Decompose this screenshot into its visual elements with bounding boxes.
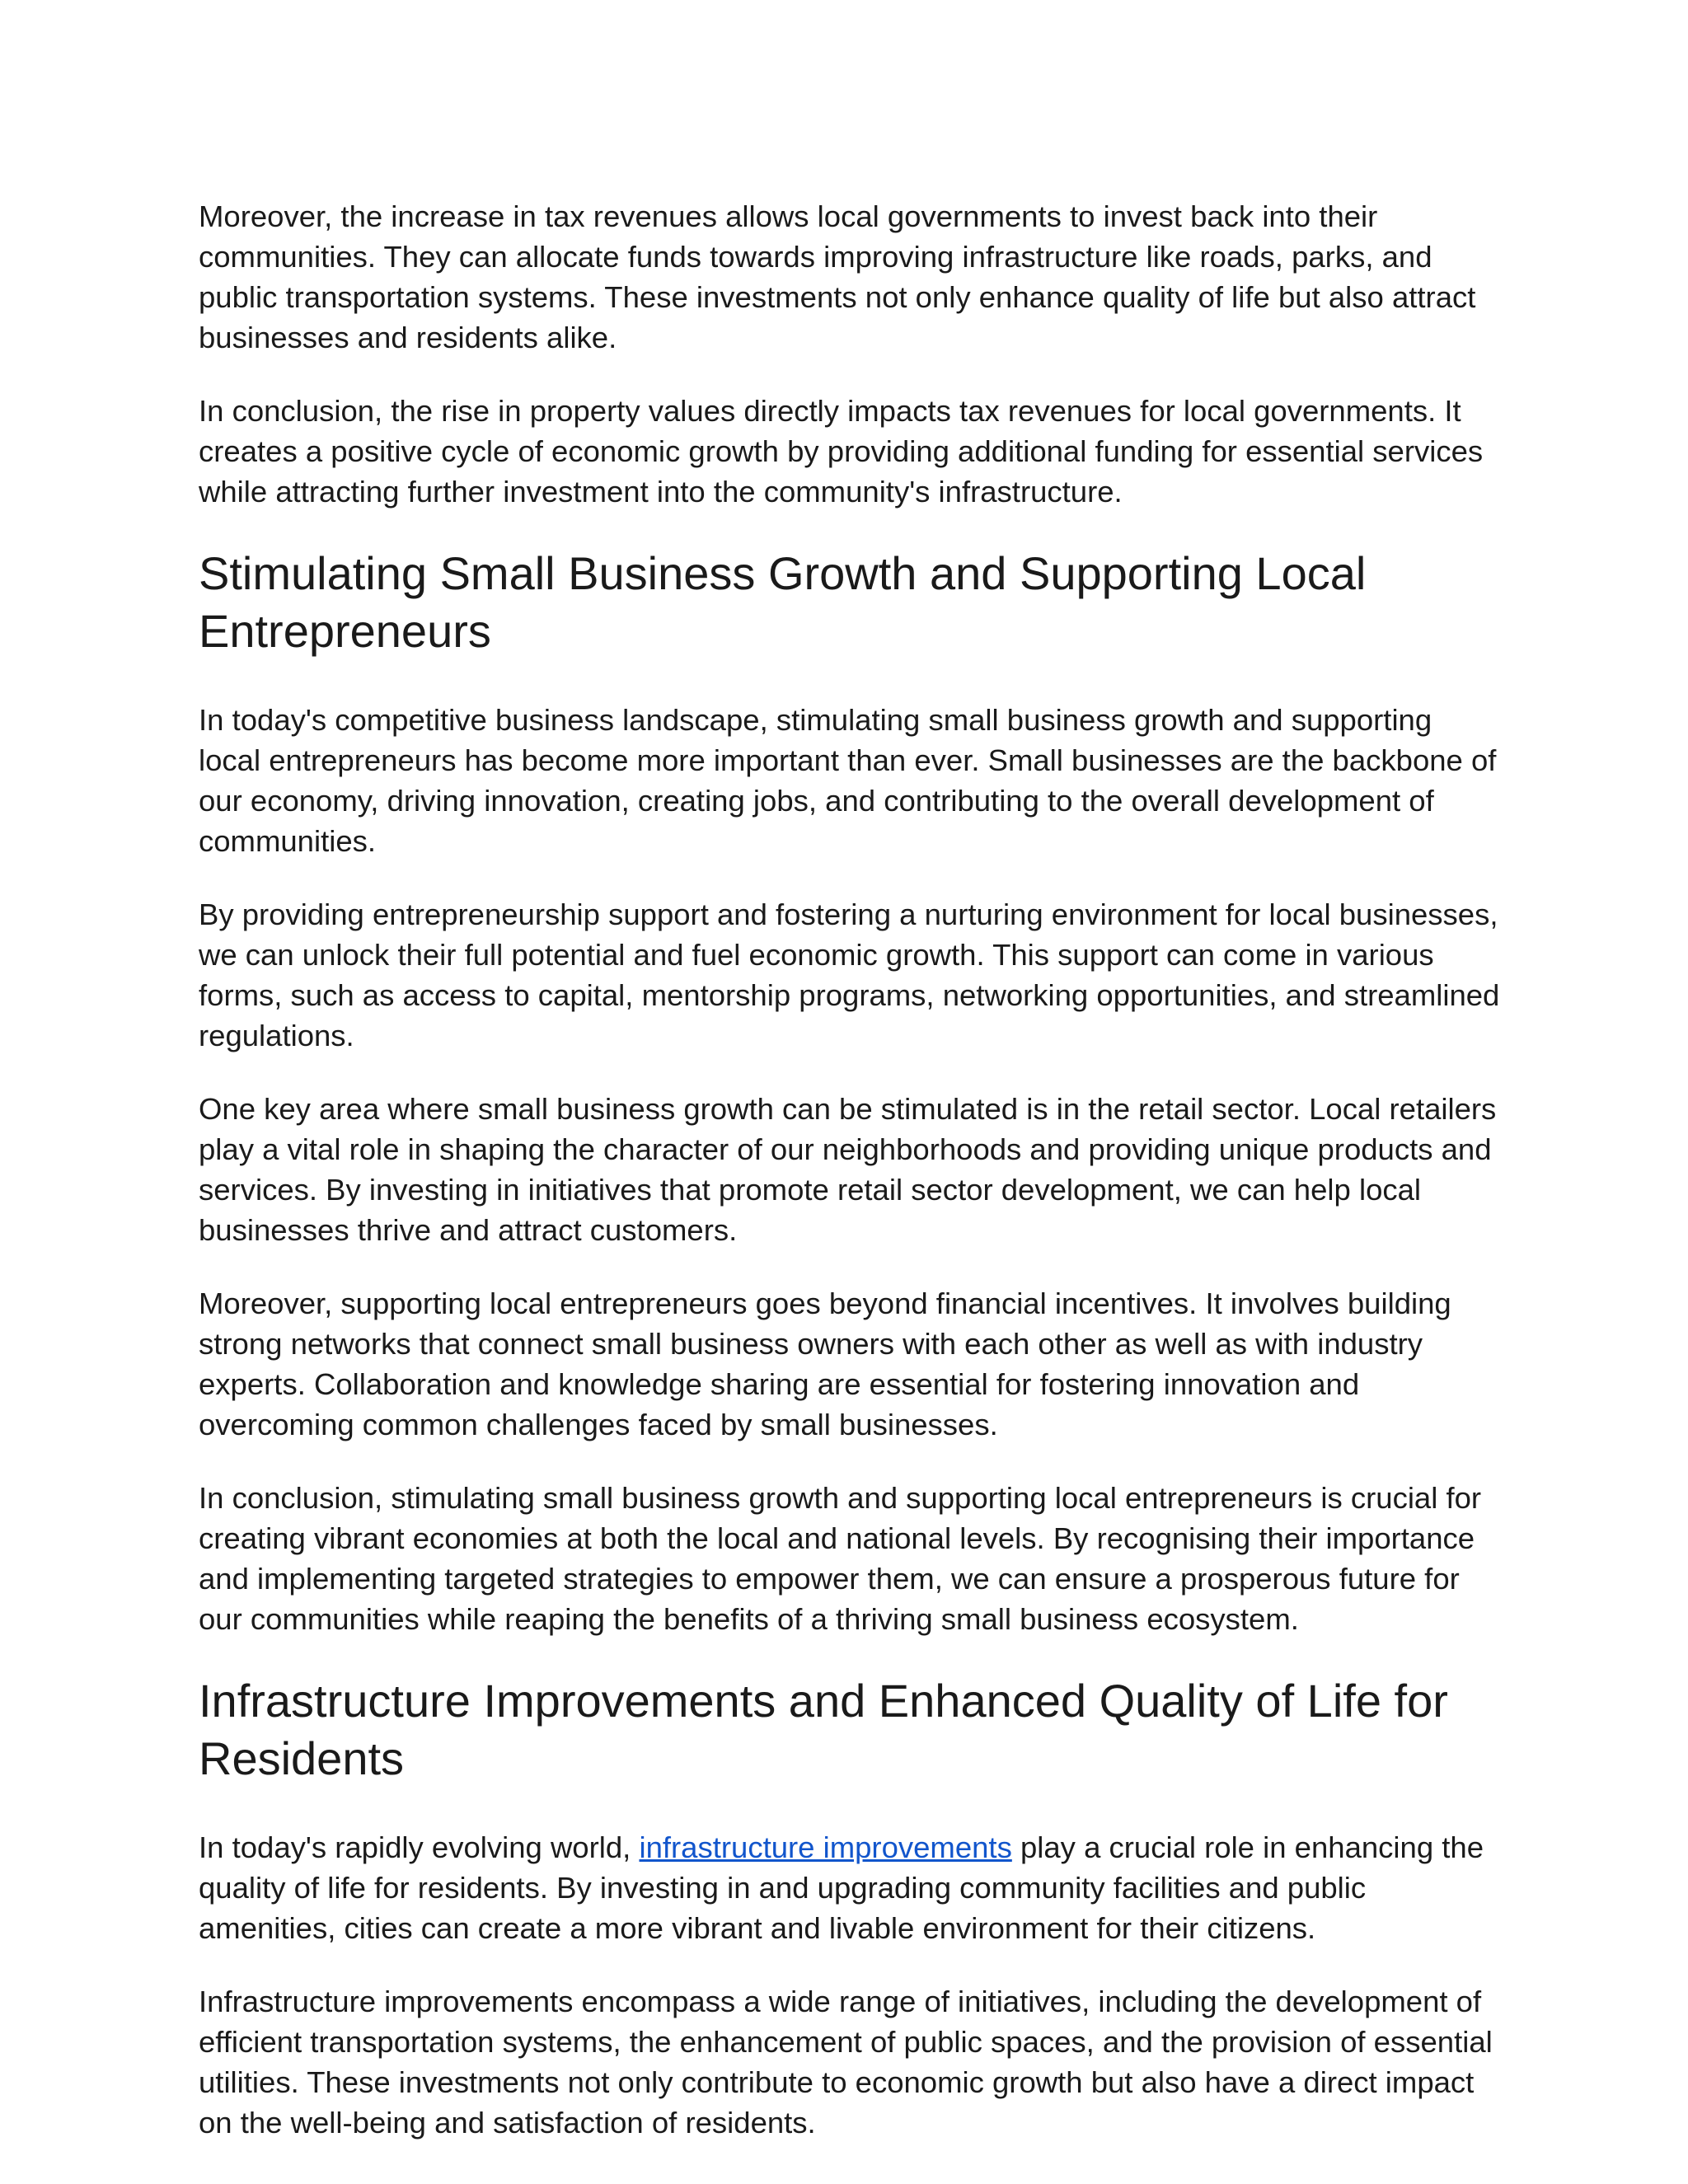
paragraph-text: In today's rapidly evolving world, [199,1830,640,1864]
paragraph: In conclusion, the rise in property values directly impacts tax revenues for local governments. It creates a positive cycle of economic growth by providing additional funding for essential services while attracting further investment into the community's infrastructure. [199,394,1484,509]
paragraph-with-link [199,1827,1501,1948]
paragraph: Moreover, supporting local entrepreneurs goes beyond financial incentives. It involves building strong networks that connect small business owners with each other as well as with industry experts. Collaboration and knowledge sharing are essential for fostering innovation and overcoming common challenges faced by small businesses. [199,1286,1451,1441]
document-page [199,196,1501,2176]
paragraph: By providing entrepreneurship support and fostering a nurturing environment for local businesses, we can unlock their full potential and fuel economic growth. This support can come in various forms, such as access to capital, mentorship programs, networking opportunities, and streamlined regulations. [199,898,1500,1052]
paragraph-text: play a crucial role in enhancing the quality of life for residents. By investing in and upgrading community facilities and public amenities, cities can create a more vibrant and livable environment for their citizens. [199,1830,1484,1945]
paragraph: Infrastructure improvements encompass a wide range of initiatives, including the development of efficient transportation systems, the enhancement of public spaces, and the provision of essential utilities. These investments not only contribute to economic growth but also have a direct impact on the well-being and satisfaction of residents. [199,1985,1493,2139]
paragraph: One key area where small business growth can be stimulated is in the retail sector. Local retailers play a vital role in shaping the character of our neighborhoods and providing unique products and services. By investing in initiatives that promote retail sector development, we can help local businesses thrive and attract customers. [199,1092,1497,1247]
infrastructure-improvements-link[interactable]: infrastructure improvements [639,1830,1012,1864]
section-heading-small-business: Stimulating Small Business Growth and Supporting Local Entrepreneurs [199,547,1367,657]
section-heading-infrastructure: Infrastructure Improvements and Enhanced Quality of Life for Residents [199,1675,1448,1784]
paragraph: Moreover, the increase in tax revenues allows local governments to invest back into their communities. They can allocate funds towards improving infrastructure like roads, parks, and public transportation systems. These investments not only enhance quality of life but also attract businesses and residents alike. [199,199,1476,354]
paragraph: In conclusion, stimulating small business growth and supporting local entrepreneurs is crucial for creating vibrant economies at both the local and national levels. By recognising their importance and implementing targeted strategies to empower them, we can ensure a prosperous future for our communities while reaping the benefits of a thriving small business ecosystem. [199,1481,1482,1636]
paragraph: In today's competitive business landscape, stimulating small business growth and supporting local entrepreneurs has become more important than ever. Small businesses are the backbone of our economy, driving innovation, creating jobs, and contributing to the overall development of communities. [199,703,1497,858]
